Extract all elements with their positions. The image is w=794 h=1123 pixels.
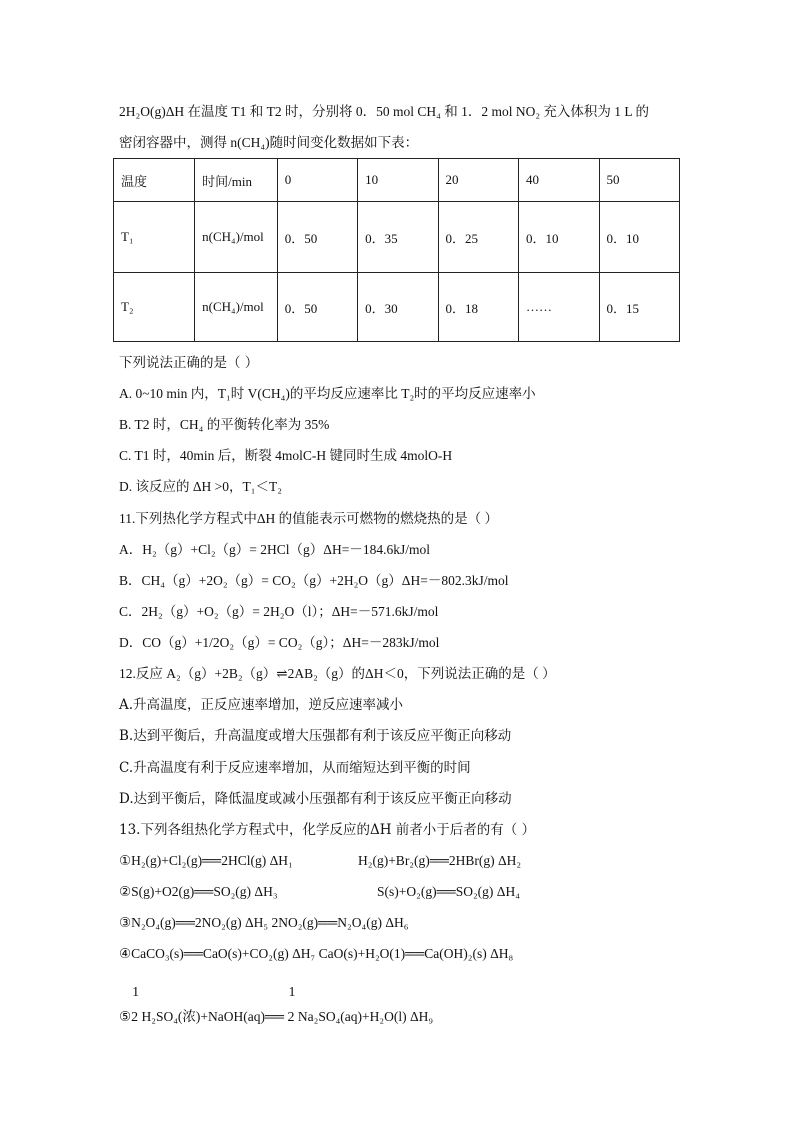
q12-option-c: C.升高温度有利于反应速率增加，从而缩短达到平衡的时间 — [119, 760, 471, 776]
q13-item-1b: H₂(g)+Br₂(g)══2HBr(g) ΔH₂ — [358, 853, 522, 868]
table-cell: 温度 — [114, 159, 195, 202]
q13-item-2b: S(s)+O₂(g)══SO₂(g) ΔH₄ — [377, 884, 520, 899]
table-cell: 20 — [438, 159, 518, 202]
table-cell: 0 — [277, 159, 357, 202]
data-table — [113, 158, 680, 342]
q10-option-a: A. 0~10 min 内，T₁时 V(CH₄)的平均反应速率比 T₂时的平均反应速率小 — [119, 386, 536, 401]
table-cell: n(CH₄)/mol — [195, 202, 278, 273]
table-cell: T₁ — [114, 202, 195, 273]
table-row — [114, 273, 680, 342]
table-cell: 0．50 — [277, 202, 357, 273]
q11-stem: 11.下列热化学方程式中ΔH 的值能表示可燃物的燃烧热的是（ ） — [119, 511, 499, 526]
fraction-numerator: 1 — [132, 985, 140, 1000]
table-cell: 0．50 — [277, 273, 357, 342]
q13-item-4: ④CaCO₃(s)══CaO(s)+CO₂(g) ΔH₇ CaO(s)+H₂O(1)══Ca(OH)₂(s) ΔH₈ — [119, 946, 514, 961]
table-cell: n(CH₄)/mol — [195, 273, 278, 342]
q13-item-1a: ①H₂(g)+Cl₂(g)══2HCl(g) ΔH₁ — [119, 853, 293, 868]
intro-line-1: 2H₂O(g)ΔH 在温度 T1 和 T2 时，分别将 0．50 mol CH₄ 和 1．2 mol NO₂ 充入体积为 1 L 的 — [119, 104, 650, 119]
fraction-denominator: 2 — [131, 1010, 139, 1025]
table-cell: 0．25 — [438, 202, 518, 273]
table-cell: 0．30 — [358, 273, 438, 342]
table-header-row — [114, 159, 680, 202]
q12-option-b: B.达到平衡后，升高温度或增大压强都有利于该反应平衡正向移动 — [119, 728, 512, 744]
q13-item-5 — [119, 985, 434, 1027]
fraction-half — [287, 985, 296, 1027]
item-5-marker: ⑤ — [119, 1009, 132, 1024]
fraction-denominator: 2 — [287, 1010, 295, 1025]
q13-stem: 13.下列各组热化学方程式中，化学反应的ΔH 前者小于后者的有（ ） — [119, 822, 536, 838]
table-row — [114, 202, 680, 273]
q10-option-b: B. T2 时，CH₄ 的平衡转化率为 35% — [119, 417, 330, 432]
q10-option-c: C. T1 时，40min 后，断裂 4molC-H 键同时生成 4molO-H — [119, 448, 453, 463]
fraction-half — [131, 985, 140, 1027]
q11-option-b: B．CH₄（g）+2O₂（g）= CO₂（g）+2H₂O（g）ΔH=－802.3kJ/mol — [119, 573, 509, 588]
q11-option-d: D．CO（g）+1/2O₂（g）= CO₂（g）；ΔH=－283kJ/mol — [119, 635, 440, 650]
q11-option-a: A．H₂（g）+Cl₂（g）= 2HCl（g）ΔH=－184.6kJ/mol — [119, 542, 430, 557]
intro-line-2: 密闭容器中，测得 n(CH₄)随时间变化数据如下表： — [119, 135, 419, 150]
table-cell: 0．18 — [438, 273, 518, 342]
table-cell: 0．35 — [358, 202, 438, 273]
table-cell: …… — [518, 273, 599, 342]
item-5-products: Na₂SO₄(aq)+H₂O(l) ΔH₉ — [294, 1009, 434, 1024]
q10-stem: 下列说法正确的是（ ） — [119, 355, 259, 371]
table-cell: 50 — [599, 159, 679, 202]
table-cell: 10 — [358, 159, 438, 202]
q11-option-c: C．2H₂（g）+O₂（g）= 2H₂O（l）；ΔH=－571.6kJ/mol — [119, 604, 439, 619]
q12-stem: 12.反应 A₂（g）+2B₂（g）⇌2AB₂（g）的ΔH＜0，下列说法正确的是（ ） — [119, 666, 556, 681]
table-cell: T₂ — [114, 273, 195, 342]
table-cell: 时间/min — [195, 159, 278, 202]
item-5-reactants: H₂SO₄(浓)+NaOH(aq)══ — [138, 1009, 288, 1024]
table-cell: 0．10 — [518, 202, 599, 273]
q12-option-d: D.达到平衡后，降低温度或减小压强都有利于该反应平衡正向移动 — [119, 791, 512, 807]
q13-item-2a: ②S(g)+O2(g)══SO₂(g) ΔH₃ — [119, 884, 278, 899]
q12-option-a: A.升高温度，正反应速率增加，逆反应速率减小 — [119, 697, 404, 713]
table-cell: 40 — [518, 159, 599, 202]
q10-option-d: D. 该反应的 ΔH >0，T₁＜T₂ — [119, 479, 282, 494]
table-cell: 0．10 — [599, 202, 679, 273]
fraction-numerator: 1 — [288, 985, 296, 1000]
q13-item-3: ③N₂O₄(g)══2NO₂(g) ΔH₅ 2NO₂(g)══N₂O₄(g) ΔH₆ — [119, 915, 409, 930]
table-cell: 0．15 — [599, 273, 679, 342]
